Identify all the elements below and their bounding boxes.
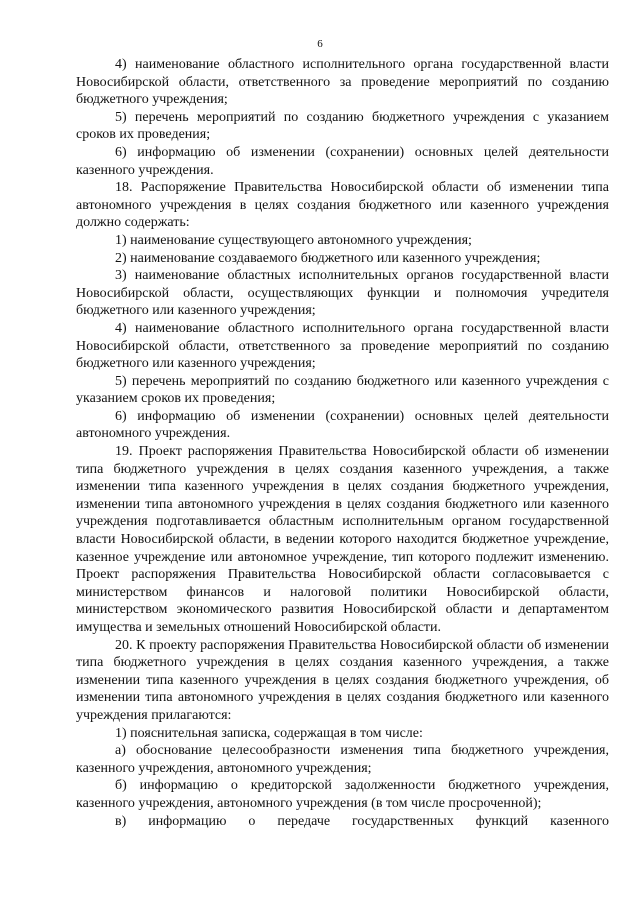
paragraph-20-intro: 20. К проекту распоряжения Правительства Новосибирской области об изменении типа бюджетного учреждения в целях создания казенного учреждения, а также изменении типа казенного учреждения в целях создания бюджетного учреждения, об изменении типа автономного учреждения в целях создания бюджетного или казенного учреждения прилагаются:: [76, 637, 609, 723]
paragraph-item-5-measures: 5) перечень мероприятий по созданию бюджетного учреждения с указанием сроков их проведения;: [76, 109, 609, 143]
paragraph-18-item-5: 5) перечень мероприятий по созданию бюджетного или казенного учреждения с указанием сроков их проведения;: [76, 373, 609, 407]
paragraph-18-item-3: 3) наименование областных исполнительных органов государственной власти Новосибирской области, осуществляющих функции и полномочия учредителя бюджетного или казенного учреждения;: [76, 268, 609, 319]
paragraph-18-item-2: 2) наименование создаваемого бюджетного или казенного учреждения;: [115, 250, 541, 266]
document-body: [76, 56, 609, 830]
paragraph-18-item-6: 6) информацию об изменении (сохранении) основных целей деятельности автономного учреждения.: [76, 408, 609, 442]
paragraph-18-item-4: 4) наименование областного исполнительного органа государственной власти Новосибирской области, ответственного за проведение мероприятий по созданию бюджетного или казенного учреждения;: [76, 320, 609, 372]
paragraph-20-item-v: в) информацию о передаче государственных функций казенного: [115, 813, 609, 829]
page-number: 6: [317, 38, 323, 50]
paragraph-20-item-b: б) информацию о кредиторской задолженности бюджетного учреждения, казенного учреждения, автономного учреждения (в том числе просроченной);: [76, 778, 609, 811]
paragraph-item-4-authority: 4) наименование областного исполнительного органа государственной власти Новосибирской области, ответственного за проведение мероприятий по созданию бюджетного учреждения;: [76, 57, 609, 108]
paragraph-item-6-goals: 6) информацию об изменении (сохранении) основных целей деятельности казенного учреждения.: [76, 144, 609, 178]
paragraph-19: 19. Проект распоряжения Правительства Новосибирской области об изменении типа бюджетного учреждения в целях создания казенного учреждения, а также изменении типа казенного учреждения в целях создания бюджетного учреждения, изменении типа автономного учреждения в целях создания бюджетного или казенного учреждения подготавливается областным исполнительным органом государственной власти Новосибирской области, в ведении которого находится бюджетное учреждение, казенное учреждение или автономное учреждение, тип которого подлежит изменению. Проект распоряжения Правительства Новосибирской области согласовывается с министерством финансов и налоговой политики Новосибирской области, министерством экономического развития Новосибирской области и департаментом имущества и земельных отношений Новосибирской области.: [76, 444, 609, 635]
paragraph-20-item-a: а) обоснование целесообразности изменения типа бюджетного учреждения, казенного учреждения, автономного учреждения;: [76, 743, 609, 776]
paragraph-18-intro: 18. Распоряжение Правительства Новосибирской области об изменении типа автономного учреждения в целях создания бюджетного или казенного учреждения должно содержать:: [76, 180, 609, 231]
paragraph-18-item-1: 1) наименование существующего автономного учреждения;: [115, 232, 472, 248]
paragraph-20-item-1: 1) пояснительная записка, содержащая в том числе:: [115, 725, 423, 741]
